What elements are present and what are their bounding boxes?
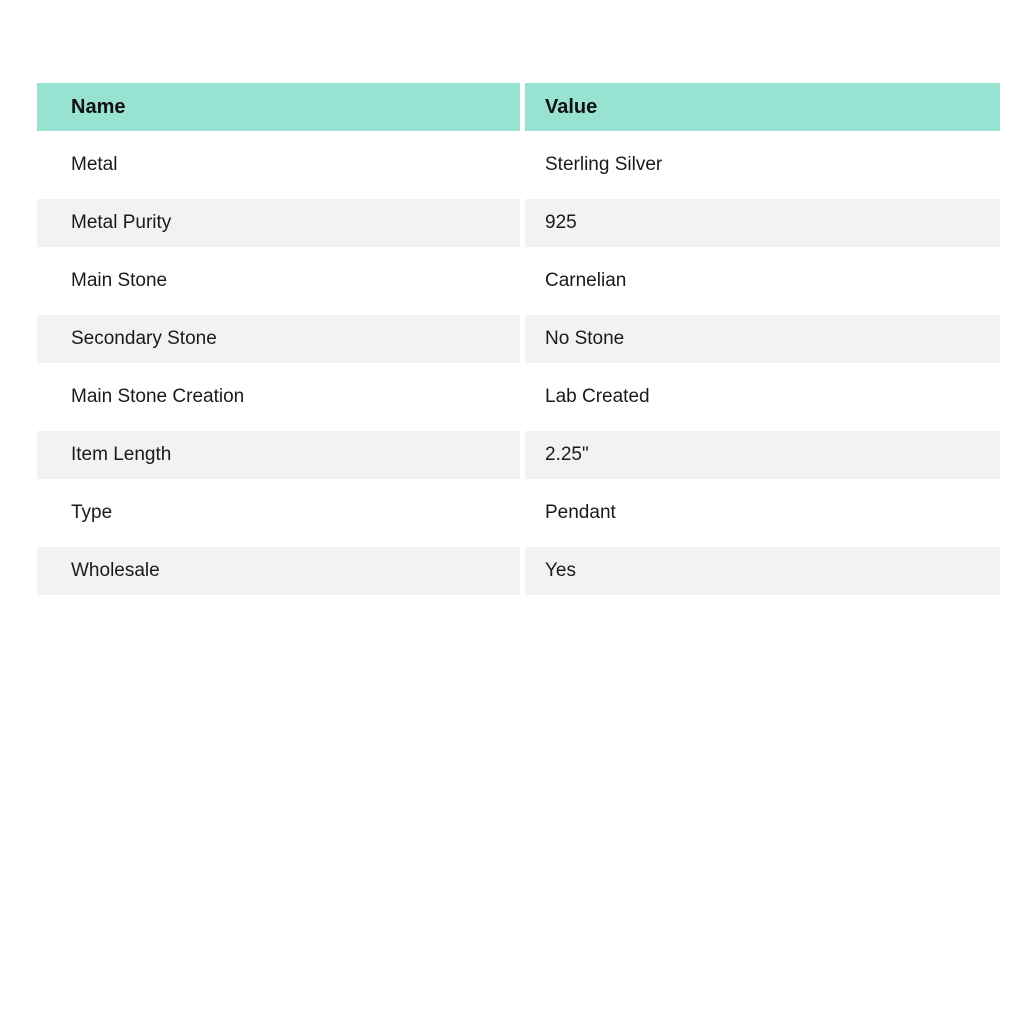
spec-value-cell: Lab Created — [525, 373, 1000, 421]
spec-value-cell: Carnelian — [525, 257, 1000, 305]
column-header-value: Value — [525, 83, 1000, 131]
spec-name-cell: Type — [37, 489, 520, 537]
spec-name-cell: Main Stone Creation — [37, 373, 520, 421]
spec-name-cell: Secondary Stone — [37, 315, 520, 363]
spec-name-cell: Wholesale — [37, 547, 520, 595]
spec-value-cell: No Stone — [525, 315, 1000, 363]
spec-value-cell: Sterling Silver — [525, 141, 1000, 189]
spec-value-cell: Yes — [525, 547, 1000, 595]
spec-value-cell: 2.25" — [525, 431, 1000, 479]
spec-name-cell: Item Length — [37, 431, 520, 479]
spec-name-cell: Metal Purity — [37, 199, 520, 247]
spec-name-cell: Metal — [37, 141, 520, 189]
spec-value-cell: 925 — [525, 199, 1000, 247]
item-specifics-table — [37, 83, 1000, 595]
spec-value-cell: Pendant — [525, 489, 1000, 537]
spec-name-cell: Main Stone — [37, 257, 520, 305]
column-header-name: Name — [37, 83, 520, 131]
